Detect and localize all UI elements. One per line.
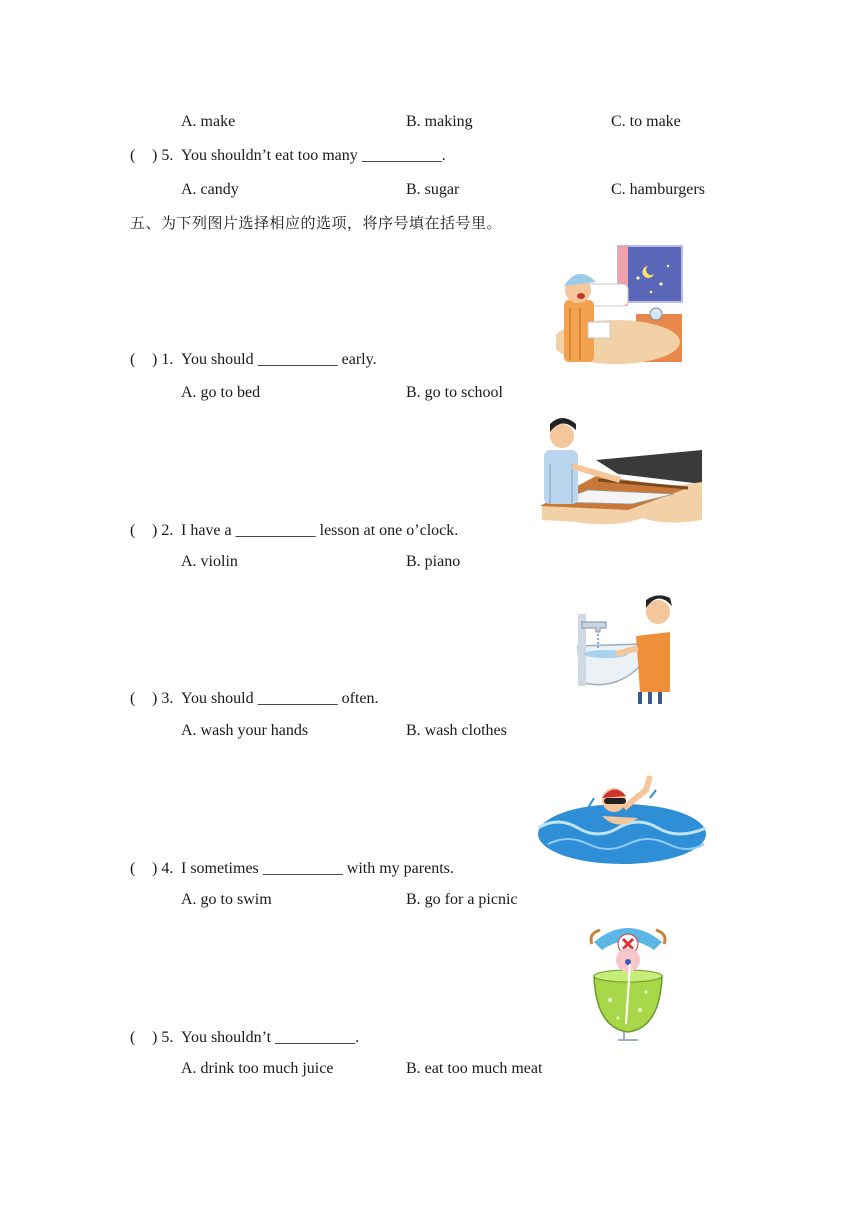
bedtime-picture [556, 244, 684, 364]
option-a: A. wash your hands [181, 722, 309, 739]
question-text: I sometimes __________ with my parents. [181, 860, 454, 877]
washing-hands-picture [576, 592, 676, 704]
question-text: You should __________ early. [181, 351, 377, 368]
question-number: ) 5. [152, 147, 174, 164]
option-a: A. candy [181, 181, 239, 198]
option-a: A. violin [181, 553, 238, 570]
answer-paren[interactable]: ( [130, 1029, 136, 1046]
question-number: ) 5. [152, 1029, 174, 1046]
answer-paren[interactable]: ( [130, 690, 136, 707]
option-b: B. eat too much meat [406, 1060, 543, 1077]
question-text: You shouldn’t eat too many __________. [181, 147, 446, 164]
option-c: C. hamburgers [611, 181, 705, 198]
option-a: A. go to bed [181, 384, 261, 401]
question-text: I have a __________ lesson at one o’clock. [181, 522, 459, 539]
question-text: You should __________ often. [181, 690, 379, 707]
option-a: A. go to swim [181, 891, 272, 908]
juice-picture [588, 920, 668, 1044]
piano-picture [536, 414, 704, 532]
option-c: C. to make [611, 113, 681, 130]
option-b: B. sugar [406, 181, 460, 198]
option-a: A. drink too much juice [181, 1060, 334, 1077]
option-a: A. make [181, 113, 236, 130]
section-heading: 五、为下列图片选择相应的选项，将序号填在括号里。 [130, 214, 503, 232]
swimming-picture [538, 768, 706, 868]
question-number: ) 3. [152, 690, 174, 707]
option-b: B. making [406, 113, 473, 130]
answer-paren[interactable]: ( [130, 351, 136, 368]
option-b: B. go for a picnic [406, 891, 518, 908]
option-b: B. go to school [406, 384, 503, 401]
question-text: You shouldn’t __________. [181, 1029, 360, 1046]
option-b: B. wash clothes [406, 722, 507, 739]
question-number: ) 4. [152, 860, 174, 877]
question-number: ) 1. [152, 351, 174, 368]
answer-paren[interactable]: ( [130, 522, 136, 539]
question-number: ) 2. [152, 522, 174, 539]
option-b: B. piano [406, 553, 461, 570]
answer-paren[interactable]: ( [130, 860, 136, 877]
answer-paren[interactable]: ( [130, 147, 136, 164]
